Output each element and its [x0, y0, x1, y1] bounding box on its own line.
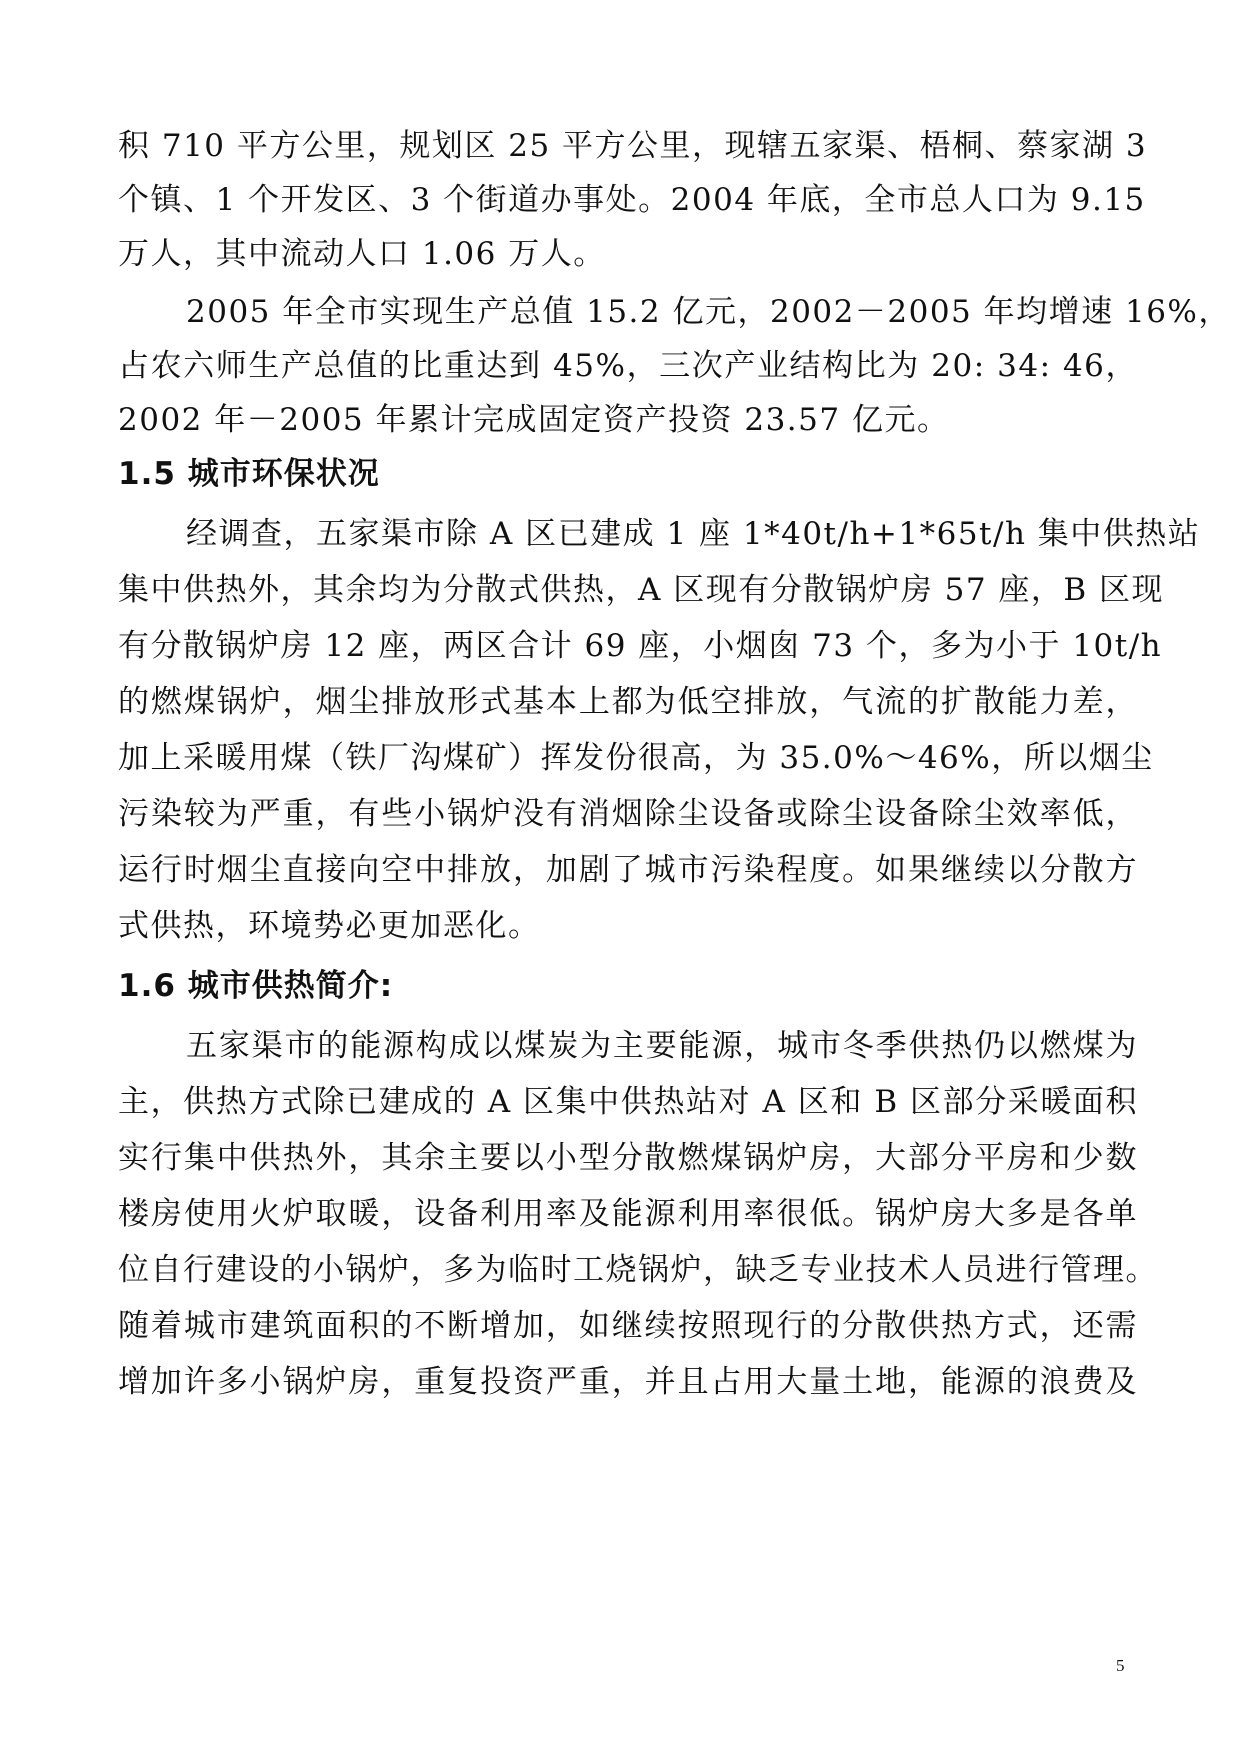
- paragraph-line: 污染较为严重，有些小锅炉没有消烟除尘设备或除尘设备除尘效率低，: [118, 796, 1138, 832]
- paragraph-line: 集中供热外，其余均为分散式供热，A 区现有分散锅炉房 57 座，B 区现: [118, 572, 1165, 608]
- paragraph-line: 增加许多小锅炉房，重复投资严重，并且占用大量土地，能源的浪费及: [118, 1364, 1138, 1400]
- paragraph-line: 实行集中供热外，其余主要以小型分散燃煤锅炉房，大部分平房和少数: [118, 1140, 1138, 1176]
- paragraph-line: 有分散锅炉房 12 座，两区合计 69 座，小烟囱 73 个，多为小于 10t/h: [118, 628, 1163, 664]
- paragraph-line: 占农六师生产总值的比重达到 45%，三次产业结构比为 20: 34: 46，: [118, 348, 1138, 384]
- paragraph-line: 主，供热方式除已建成的 A 区集中供热站对 A 区和 B 区部分采暖面积: [118, 1084, 1138, 1120]
- section-heading-1-6: 1.6 城市供热简介:: [118, 968, 394, 1004]
- paragraph-line: 式供热，环境势必更加恶化。: [118, 908, 541, 944]
- paragraph-line: 位自行建设的小锅炉，多为临时工烧锅炉，缺乏专业技术人员进行管理。: [118, 1252, 1158, 1288]
- paragraph-line: 的燃煤锅炉，烟尘排放形式基本上都为低空排放，气流的扩散能力差，: [118, 684, 1138, 720]
- paragraph-line: 2005 年全市实现生产总值 15.2 亿元，2002－2005 年均增速 16%，: [186, 294, 1231, 330]
- page-number: 5: [1116, 1656, 1125, 1675]
- paragraph-line: 万人，其中流动人口 1.06 万人。: [118, 236, 606, 272]
- paragraph-line: 楼房使用火炉取暖，设备利用率及能源利用率很低。锅炉房大多是各单: [118, 1196, 1138, 1232]
- section-heading-1-5: 1.5 城市环保状况: [118, 456, 380, 492]
- paragraph-line: 运行时烟尘直接向空中排放，加剧了城市污染程度。如果继续以分散方: [118, 852, 1138, 888]
- paragraph-line: 积 710 平方公里，规划区 25 平方公里，现辖五家渠、梧桐、蔡家湖 3: [118, 128, 1148, 164]
- paragraph-line: 个镇、1 个开发区、3 个街道办事处。2004 年底，全市总人口为 9.15: [118, 182, 1146, 218]
- paragraph-line: 加上采暖用煤（铁厂沟煤矿）挥发份很高，为 35.0%～46%，所以烟尘: [118, 740, 1154, 776]
- paragraph-line: 经调查，五家渠市除 A 区已建成 1 座 1*40t/h+1*65t/h 集中供热站: [186, 516, 1201, 552]
- paragraph-line: 五家渠市的能源构成以煤炭为主要能源，城市冬季供热仍以燃煤为: [186, 1028, 1138, 1064]
- paragraph-line: 随着城市建筑面积的不断增加，如继续按照现行的分散供热方式，还需: [118, 1308, 1138, 1344]
- paragraph-line: 2002 年－2005 年累计完成固定资产投资 23.57 亿元。: [118, 402, 950, 438]
